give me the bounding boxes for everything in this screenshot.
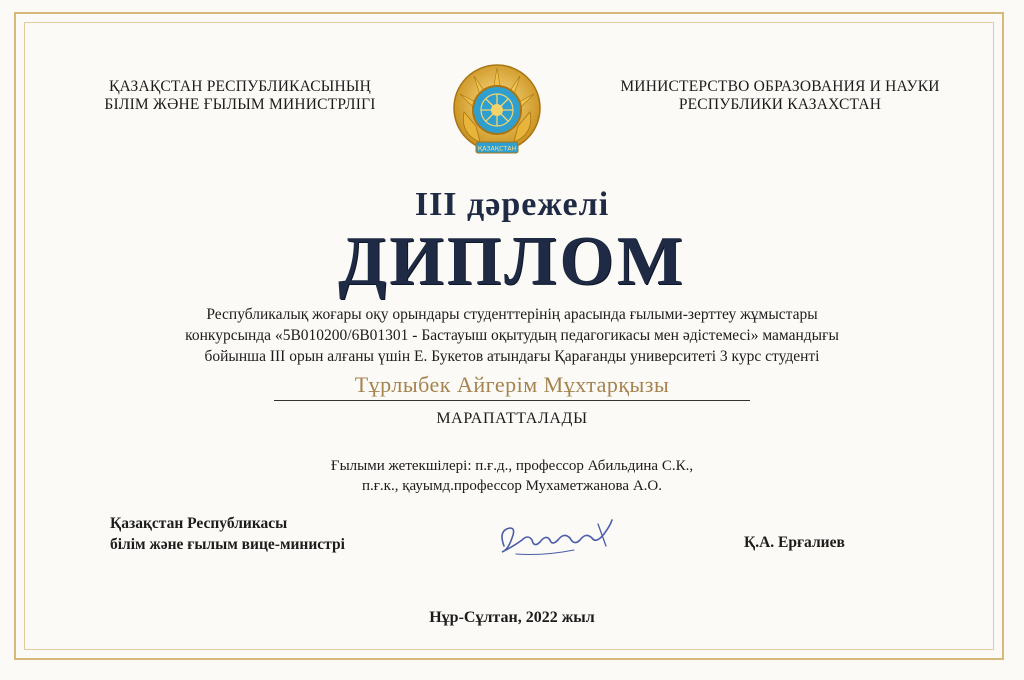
ministry-header-russian: [600, 78, 960, 114]
award-description-line3: бойынша III орын алғаны үшін Е. Букетов атындағы Қарағанды университеті 3 курс студенті: [204, 348, 820, 365]
state-emblem-icon: [446, 62, 548, 162]
ministry-header-russian-line2: РЕСПУБЛИКИ КАЗАХСТАН: [678, 96, 882, 113]
place-and-date: Нұр-Сұлтан, 2022 жыл: [429, 609, 595, 626]
emblem-label: ҚАЗАҚСТАН: [477, 145, 517, 153]
signatory-title-line2: білім және ғылым вице-министрі: [110, 536, 345, 553]
ministry-header-russian-line1: МИНИСТЕРСТВО ОБРАЗОВАНИЯ И НАУКИ: [620, 78, 940, 95]
diploma-degree: III дәрежелі: [414, 186, 610, 223]
ministry-header-kazakh-line2: БІЛІМ ЖӘНЕ ҒЫЛЫМ МИНИСТРЛІГІ: [104, 96, 376, 113]
diploma-title: ДИПЛОМ: [338, 223, 686, 300]
recipient-name: Тұрлыбек Айгерім Мұхтарқызы: [354, 372, 670, 397]
ministry-header-kazakh-line1: ҚАЗАҚСТАН РЕСПУБЛИКАСЫНЫҢ: [108, 78, 372, 95]
advisors-line2: п.ғ.к., қауымд.профессор Мухаметжанова А.О.: [361, 478, 662, 494]
award-description: [90, 304, 934, 367]
signatory-name: Қ.А. Ерғалиев: [744, 534, 845, 551]
award-description-line1: Республикалық жоғары оқу орындары студенттерінің арасында ғылыми-зерттеу жұмыстары: [206, 306, 818, 323]
advisors-line1: Ғылыми жетекшілері: п.ғ.д., профессор Абильдина С.К.,: [330, 458, 694, 474]
signatory-title: [110, 513, 430, 555]
recipient-underline: [274, 400, 750, 401]
signatory-title-line1: Қазақстан Республикасы: [110, 515, 288, 532]
awarded-label: МАРАПАТТАЛАДЫ: [436, 410, 588, 427]
award-description-line2: конкурсында «5В010200/6В01301 - Бастауыш оқытудың педагогикасы мен әдістемесі» мамандығы: [185, 327, 839, 344]
ministry-header-kazakh: [70, 78, 410, 114]
handwritten-signature: [494, 516, 624, 562]
scientific-advisors: [0, 456, 1024, 496]
